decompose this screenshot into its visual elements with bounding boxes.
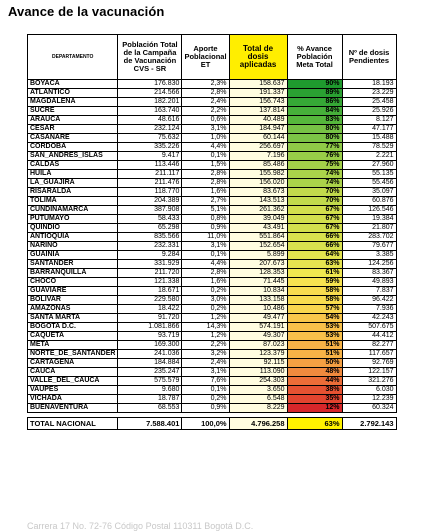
cell-dosis: 207.673 (229, 260, 287, 269)
cell-dosis: 71.445 (229, 278, 287, 287)
cell-aporte: 3,1% (182, 368, 229, 377)
cell-dosis: 6.548 (229, 395, 287, 404)
cell-aporte: 2,3% (182, 80, 229, 89)
total-row (28, 418, 397, 430)
cell-dosis: 10.486 (229, 305, 287, 314)
cell-aporte: 4,4% (182, 260, 229, 269)
cell-pendientes: 23.229 (342, 89, 396, 98)
table-row (28, 206, 397, 215)
cell-aporte: 14,3% (182, 323, 229, 332)
cell-departamento: CESAR (28, 125, 118, 134)
cell-aporte: 2,7% (182, 197, 229, 206)
cell-pendientes: 42.243 (342, 314, 396, 323)
cell-aporte: 1,2% (182, 332, 229, 341)
cell-aporte: 0,1% (182, 386, 229, 395)
cell-departamento: CHOCO (28, 278, 118, 287)
cell-aporte: 3,1% (182, 242, 229, 251)
footer-address: Carrera 17 No. 72-76 Código Postal 110311 Bogotá D.C. (27, 521, 254, 531)
cell-pendientes: 78.529 (342, 143, 396, 152)
cell-pendientes: 60.876 (342, 197, 396, 206)
cell-pendientes: 60.324 (342, 404, 396, 413)
cell-dosis: 137.814 (229, 107, 287, 116)
cell-avance: 84% (287, 107, 342, 116)
cell-departamento: VAUPES (28, 386, 118, 395)
cell-dosis: 574.191 (229, 323, 287, 332)
cell-avance: 44% (287, 377, 342, 386)
cell-aporte: 3,0% (182, 296, 229, 305)
table-row (28, 251, 397, 260)
cell-poblacion: 229.580 (118, 296, 182, 305)
cell-avance: 54% (287, 314, 342, 323)
cell-aporte: 2,8% (182, 179, 229, 188)
cell-pendientes: 7.837 (342, 287, 396, 296)
cell-avance: 38% (287, 386, 342, 395)
cell-poblacion: 211.720 (118, 269, 182, 278)
cell-aporte: 1,6% (182, 278, 229, 287)
table-row (28, 233, 397, 242)
cell-avance: 90% (287, 80, 342, 89)
cell-avance: 67% (287, 224, 342, 233)
table-row (28, 341, 397, 350)
cell-aporte: 2,4% (182, 359, 229, 368)
cell-avance: 74% (287, 170, 342, 179)
cell-poblacion: 9.417 (118, 152, 182, 161)
cell-avance: 53% (287, 332, 342, 341)
cell-poblacion: 211.476 (118, 179, 182, 188)
cell-avance: 75% (287, 161, 342, 170)
cell-avance: 80% (287, 134, 342, 143)
table-row (28, 296, 397, 305)
cell-dosis: 133.158 (229, 296, 287, 305)
cell-dosis: 10.834 (229, 287, 287, 296)
cell-pendientes: 96.422 (342, 296, 396, 305)
cell-aporte: 0,2% (182, 287, 229, 296)
cell-dosis: 3.650 (229, 386, 287, 395)
cell-departamento: GUAINIA (28, 251, 118, 260)
cell-departamento: CAQUETA (28, 332, 118, 341)
table-row (28, 98, 397, 107)
table-row (28, 197, 397, 206)
cell-pendientes: 8.127 (342, 116, 396, 125)
cell-aporte: 7,6% (182, 377, 229, 386)
cell-avance: 57% (287, 305, 342, 314)
cell-pendientes: 82.277 (342, 341, 396, 350)
cell-poblacion: 575.579 (118, 377, 182, 386)
cell-aporte: 2,8% (182, 170, 229, 179)
cell-aporte: 2,4% (182, 98, 229, 107)
cell-dosis: 123.379 (229, 350, 287, 359)
cell-dosis: 83.673 (229, 188, 287, 197)
table-row (28, 242, 397, 251)
table-row (28, 350, 397, 359)
cell-avance: 50% (287, 359, 342, 368)
cell-avance: 64% (287, 251, 342, 260)
cell-departamento: CASANARE (28, 134, 118, 143)
cell-dosis: 152.654 (229, 242, 287, 251)
cell-aporte: 0,6% (182, 116, 229, 125)
header-row (28, 35, 397, 80)
cell-avance: 70% (287, 188, 342, 197)
table-row (28, 359, 397, 368)
table-row (28, 152, 397, 161)
cell-poblacion: 18.671 (118, 287, 182, 296)
cell-departamento: NORTE_DE_SANTANDER (28, 350, 118, 359)
table-row (28, 224, 397, 233)
cell-poblacion: 211.117 (118, 170, 182, 179)
cell-aporte: 2,8% (182, 269, 229, 278)
cell-dosis: 158.637 (229, 80, 287, 89)
cell-departamento: ANTIOQUIA (28, 233, 118, 242)
cell-avance: 53% (287, 323, 342, 332)
cell-dosis: 92.115 (229, 359, 287, 368)
cell-departamento: SANTANDER (28, 260, 118, 269)
cell-poblacion: 118.770 (118, 188, 182, 197)
cell-aporte: 2,8% (182, 89, 229, 98)
cell-dosis: 49.307 (229, 332, 287, 341)
cell-departamento: TOLIMA (28, 197, 118, 206)
cell-avance: 86% (287, 98, 342, 107)
cell-avance: 61% (287, 269, 342, 278)
cell-dosis: 7.196 (229, 152, 287, 161)
table-row (28, 188, 397, 197)
cell-avance: 66% (287, 233, 342, 242)
cell-poblacion: 241.036 (118, 350, 182, 359)
cell-pendientes: 19.384 (342, 215, 396, 224)
cell-departamento: ATLANTICO (28, 89, 118, 98)
cell-avance: 58% (287, 287, 342, 296)
table-row (28, 368, 397, 377)
header-total-dosis: Total de dosis aplicadas (229, 35, 287, 80)
cell-departamento: GUAVIARE (28, 287, 118, 296)
cell-poblacion: 232.331 (118, 242, 182, 251)
cell-avance: 74% (287, 179, 342, 188)
cell-pendientes: 44.412 (342, 332, 396, 341)
cell-dosis: 43.491 (229, 224, 287, 233)
table-row (28, 323, 397, 332)
cell-poblacion: 163.740 (118, 107, 182, 116)
cell-poblacion: 48.616 (118, 116, 182, 125)
cell-aporte: 11,0% (182, 233, 229, 242)
cell-departamento: ARAUCA (28, 116, 118, 125)
cell-aporte: 1,6% (182, 188, 229, 197)
cell-pendientes: 25.458 (342, 98, 396, 107)
table-row (28, 314, 397, 323)
cell-departamento: BARRANQUILLA (28, 269, 118, 278)
cell-pendientes: 55.135 (342, 170, 396, 179)
cell-avance: 80% (287, 125, 342, 134)
cell-departamento: META (28, 341, 118, 350)
cell-poblacion: 335.226 (118, 143, 182, 152)
cell-dosis: 39.049 (229, 215, 287, 224)
cell-pendientes: 126.546 (342, 206, 396, 215)
cell-avance: 51% (287, 341, 342, 350)
header-pendientes: Nº de dosis Pendientes (342, 35, 396, 80)
cell-aporte: 0,2% (182, 395, 229, 404)
cell-poblacion: 235.247 (118, 368, 182, 377)
cell-dosis: 60.144 (229, 134, 287, 143)
cell-poblacion: 121.338 (118, 278, 182, 287)
cell-dosis: 254.303 (229, 377, 287, 386)
cell-aporte: 4,4% (182, 143, 229, 152)
cell-poblacion: 75.632 (118, 134, 182, 143)
cell-departamento: CORDOBA (28, 143, 118, 152)
cell-departamento: SANTA MARTA (28, 314, 118, 323)
table-row (28, 395, 397, 404)
cell-aporte: 2,2% (182, 341, 229, 350)
table-row (28, 404, 397, 413)
total-aporte: 100,0% (182, 418, 229, 430)
cell-avance: 12% (287, 404, 342, 413)
cell-poblacion: 9.284 (118, 251, 182, 260)
cell-pendientes: 27.960 (342, 161, 396, 170)
cell-dosis: 5.899 (229, 251, 287, 260)
cell-poblacion: 835.566 (118, 233, 182, 242)
cell-pendientes: 92.769 (342, 359, 396, 368)
cell-poblacion: 182.201 (118, 98, 182, 107)
table-row (28, 134, 397, 143)
cell-pendientes: 47.177 (342, 125, 396, 134)
cell-aporte: 2,2% (182, 107, 229, 116)
table-row (28, 161, 397, 170)
table-row (28, 125, 397, 134)
cell-dosis: 40.489 (229, 116, 287, 125)
cell-poblacion: 214.566 (118, 89, 182, 98)
table-row (28, 305, 397, 314)
cell-dosis: 49.477 (229, 314, 287, 323)
cell-pendientes: 2.221 (342, 152, 396, 161)
cell-departamento: RISARALDA (28, 188, 118, 197)
cell-pendientes: 21.807 (342, 224, 396, 233)
cell-dosis: 256.697 (229, 143, 287, 152)
cell-departamento: VICHADA (28, 395, 118, 404)
cell-poblacion: 65.298 (118, 224, 182, 233)
table-row (28, 107, 397, 116)
cell-aporte: 0,1% (182, 152, 229, 161)
table-row (28, 287, 397, 296)
cell-avance: 76% (287, 152, 342, 161)
cell-poblacion: 93.719 (118, 332, 182, 341)
cell-departamento: BOLIVAR (28, 296, 118, 305)
cell-departamento: CAUCA (28, 368, 118, 377)
cell-dosis: 8.229 (229, 404, 287, 413)
header-departamento: DEPARTAMENTO (28, 35, 118, 80)
table-row (28, 278, 397, 287)
total-avance: 63% (287, 418, 342, 430)
cell-aporte: 0,9% (182, 224, 229, 233)
cell-pendientes: 12.239 (342, 395, 396, 404)
cell-poblacion: 9.680 (118, 386, 182, 395)
cell-avance: 51% (287, 350, 342, 359)
cell-poblacion: 387.908 (118, 206, 182, 215)
cell-poblacion: 184.884 (118, 359, 182, 368)
header-poblacion-total: Población Total de la Campaña de Vacunación CVS - SR (118, 35, 182, 80)
cell-departamento: CUNDINAMARCA (28, 206, 118, 215)
cell-aporte: 3,2% (182, 350, 229, 359)
cell-poblacion: 58.433 (118, 215, 182, 224)
cell-pendientes: 25.926 (342, 107, 396, 116)
cell-pendientes: 35.097 (342, 188, 396, 197)
cell-aporte: 1,5% (182, 161, 229, 170)
table-row (28, 89, 397, 98)
table-row (28, 386, 397, 395)
cell-aporte: 0,8% (182, 215, 229, 224)
cell-avance: 63% (287, 260, 342, 269)
cell-dosis: 155.982 (229, 170, 287, 179)
cell-departamento: BOYACA (28, 80, 118, 89)
table-row (28, 179, 397, 188)
cell-pendientes: 283.702 (342, 233, 396, 242)
total-poblacion: 7.588.401 (118, 418, 182, 430)
cell-dosis: 551.864 (229, 233, 287, 242)
vaccination-table (27, 34, 397, 430)
cell-aporte: 1,2% (182, 314, 229, 323)
cell-departamento: MAGDALENA (28, 98, 118, 107)
cell-dosis: 87.023 (229, 341, 287, 350)
cell-avance: 59% (287, 278, 342, 287)
cell-dosis: 143.513 (229, 197, 287, 206)
cell-avance: 77% (287, 143, 342, 152)
cell-poblacion: 176.830 (118, 80, 182, 89)
cell-dosis: 85.486 (229, 161, 287, 170)
cell-dosis: 191.337 (229, 89, 287, 98)
cell-poblacion: 204.389 (118, 197, 182, 206)
cell-dosis: 184.947 (229, 125, 287, 134)
cell-departamento: CALDAS (28, 161, 118, 170)
cell-departamento: BOGOTA D.C. (28, 323, 118, 332)
cell-departamento: HUILA (28, 170, 118, 179)
cell-aporte: 0,9% (182, 404, 229, 413)
header-aporte: Aporte Poblacional ET (182, 35, 229, 80)
cell-dosis: 156.020 (229, 179, 287, 188)
table-row (28, 215, 397, 224)
cell-pendientes: 49.893 (342, 278, 396, 287)
cell-pendientes: 122.157 (342, 368, 396, 377)
cell-aporte: 0,1% (182, 251, 229, 260)
table-row (28, 332, 397, 341)
cell-pendientes: 117.657 (342, 350, 396, 359)
table-row (28, 377, 397, 386)
cell-pendientes: 7.936 (342, 305, 396, 314)
cell-avance: 89% (287, 89, 342, 98)
cell-poblacion: 331.929 (118, 260, 182, 269)
table-row (28, 260, 397, 269)
cell-dosis: 261.362 (229, 206, 287, 215)
page-title: Avance de la vacunación (8, 4, 165, 19)
cell-departamento: VALLE_DEL_CAUCA (28, 377, 118, 386)
cell-pendientes: 6.030 (342, 386, 396, 395)
table-row (28, 143, 397, 152)
cell-avance: 67% (287, 215, 342, 224)
header-avance: % Avance Población Meta Total (287, 35, 342, 80)
cell-poblacion: 232.124 (118, 125, 182, 134)
cell-aporte: 1,0% (182, 134, 229, 143)
cell-pendientes: 507.675 (342, 323, 396, 332)
cell-aporte: 3,1% (182, 125, 229, 134)
cell-poblacion: 169.300 (118, 341, 182, 350)
table-row (28, 80, 397, 89)
cell-poblacion: 113.446 (118, 161, 182, 170)
cell-aporte: 0,2% (182, 305, 229, 314)
cell-dosis: 128.353 (229, 269, 287, 278)
cell-poblacion: 1.081.866 (118, 323, 182, 332)
cell-departamento: NARIÑO (28, 242, 118, 251)
cell-dosis: 156.743 (229, 98, 287, 107)
total-pendientes: 2.792.143 (342, 418, 396, 430)
cell-poblacion: 68.553 (118, 404, 182, 413)
cell-pendientes: 124.256 (342, 260, 396, 269)
table-row (28, 116, 397, 125)
cell-poblacion: 91.720 (118, 314, 182, 323)
table-body (28, 80, 397, 413)
cell-departamento: SAN_ANDRES_ISLAS (28, 152, 118, 161)
cell-dosis: 113.090 (229, 368, 287, 377)
cell-avance: 35% (287, 395, 342, 404)
cell-pendientes: 321.276 (342, 377, 396, 386)
cell-departamento: LA_GUAJIRA (28, 179, 118, 188)
cell-poblacion: 18.422 (118, 305, 182, 314)
cell-departamento: PUTUMAYO (28, 215, 118, 224)
cell-pendientes: 55.456 (342, 179, 396, 188)
cell-departamento: CARTAGENA (28, 359, 118, 368)
cell-avance: 66% (287, 242, 342, 251)
cell-poblacion: 18.787 (118, 395, 182, 404)
cell-pendientes: 15.488 (342, 134, 396, 143)
cell-aporte: 5,1% (182, 206, 229, 215)
cell-departamento: SUCRE (28, 107, 118, 116)
cell-avance: 48% (287, 368, 342, 377)
cell-pendientes: 83.367 (342, 269, 396, 278)
cell-departamento: BUENAVENTURA (28, 404, 118, 413)
cell-pendientes: 3.385 (342, 251, 396, 260)
table-row (28, 269, 397, 278)
table-row (28, 170, 397, 179)
cell-avance: 83% (287, 116, 342, 125)
total-dosis: 4.796.258 (229, 418, 287, 430)
cell-departamento: AMAZONAS (28, 305, 118, 314)
cell-pendientes: 79.677 (342, 242, 396, 251)
cell-avance: 67% (287, 206, 342, 215)
cell-pendientes: 18.193 (342, 80, 396, 89)
cell-avance: 70% (287, 197, 342, 206)
cell-departamento: QUINDIO (28, 224, 118, 233)
total-label: TOTAL NACIONAL (28, 418, 118, 430)
cell-avance: 58% (287, 296, 342, 305)
